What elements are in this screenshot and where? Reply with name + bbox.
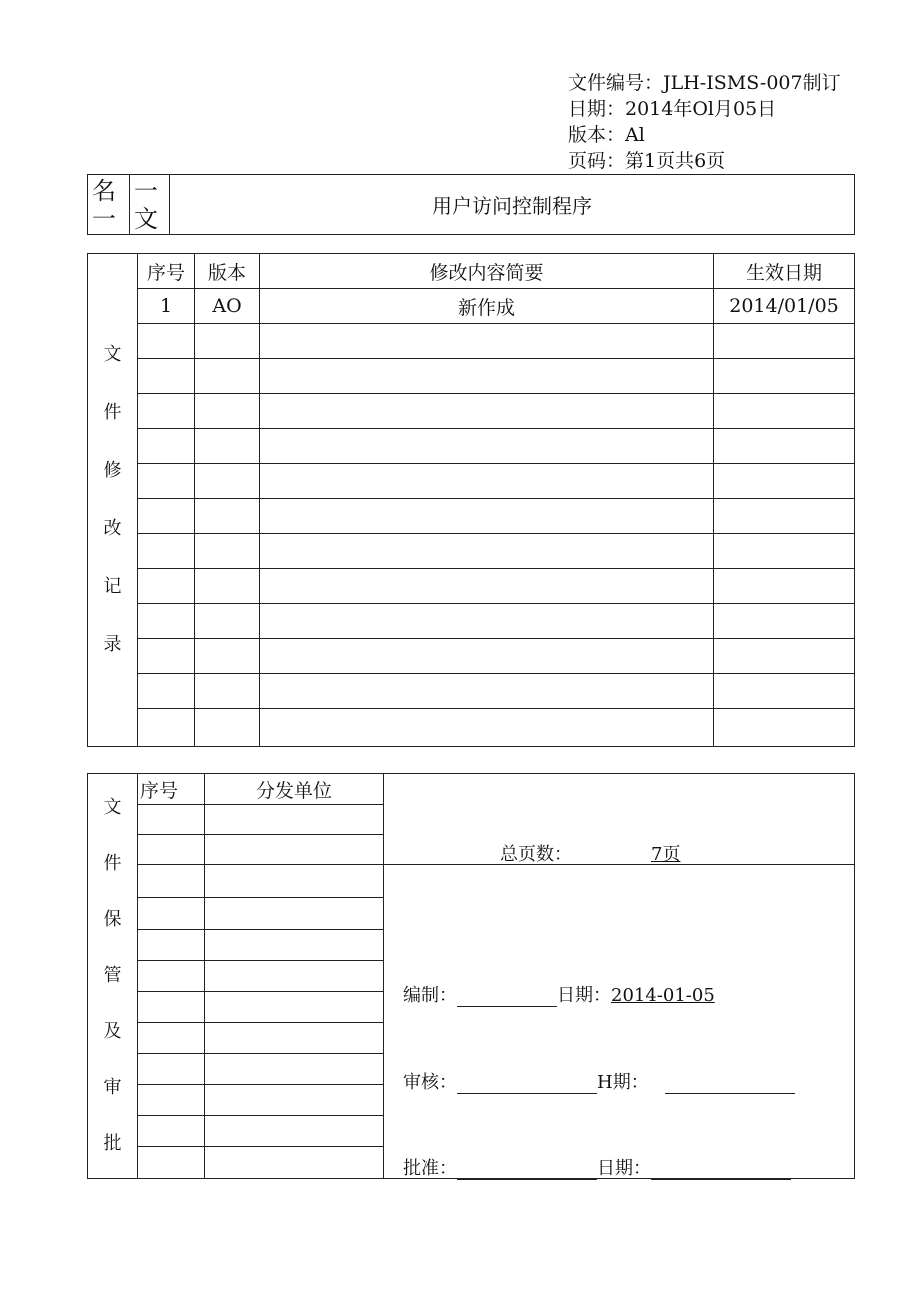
empty-cell xyxy=(205,1085,384,1116)
empty-cell xyxy=(138,674,195,709)
document-title: 用户访问控制程序 xyxy=(170,175,855,235)
empty-cell xyxy=(138,464,195,499)
total-pages-cell xyxy=(384,774,855,865)
empty-cell xyxy=(205,865,384,898)
empty-cell xyxy=(260,359,714,394)
empty-cell xyxy=(138,604,195,639)
empty-cell xyxy=(195,639,260,674)
empty-cell xyxy=(260,569,714,604)
empty-cell xyxy=(260,499,714,534)
revision-table xyxy=(87,253,855,747)
empty-cell xyxy=(138,1085,205,1116)
table-row xyxy=(88,674,855,709)
review-signature-line[interactable] xyxy=(457,1073,597,1094)
empty-cell xyxy=(195,464,260,499)
row-summary: 新作成 xyxy=(260,289,714,324)
revision-side-label xyxy=(88,254,138,747)
col-header-seq: 序号 xyxy=(138,774,205,805)
table-row xyxy=(88,289,855,324)
table-row xyxy=(88,534,855,569)
empty-cell xyxy=(138,898,205,930)
table-row xyxy=(88,569,855,604)
empty-cell xyxy=(138,1116,205,1147)
empty-cell xyxy=(714,359,855,394)
empty-cell xyxy=(138,709,195,747)
side-label-char: 录 xyxy=(103,634,122,655)
empty-cell xyxy=(138,1023,205,1054)
empty-cell xyxy=(714,324,855,359)
side-label-char: 改 xyxy=(103,518,122,539)
table-row xyxy=(88,709,855,747)
empty-cell xyxy=(195,674,260,709)
empty-cell xyxy=(714,709,855,747)
compile-row xyxy=(403,981,715,1007)
empty-cell xyxy=(195,429,260,464)
approve-label: 批准： xyxy=(403,1158,457,1179)
doc-page: 页码：第1页共6页 xyxy=(568,150,726,172)
empty-cell xyxy=(138,359,195,394)
empty-cell xyxy=(205,1054,384,1085)
side-label-char: 及 xyxy=(103,1021,122,1042)
empty-cell xyxy=(205,1023,384,1054)
empty-cell xyxy=(714,394,855,429)
empty-cell xyxy=(714,534,855,569)
empty-cell xyxy=(138,805,205,835)
review-label: 审核： xyxy=(403,1072,457,1093)
wen-label: 一 文 xyxy=(134,176,158,233)
empty-cell xyxy=(205,930,384,961)
empty-cell xyxy=(138,835,205,865)
empty-cell xyxy=(195,534,260,569)
side-label-char: 件 xyxy=(103,402,122,423)
empty-cell xyxy=(205,1147,384,1179)
col-header-version: 版本 xyxy=(195,254,260,289)
total-pages-value: 7页 xyxy=(651,844,681,865)
empty-cell xyxy=(260,429,714,464)
empty-cell xyxy=(138,534,195,569)
compile-label: 编制： xyxy=(403,985,457,1006)
name-label-cell xyxy=(88,175,130,235)
review-date-label: H期： xyxy=(597,1072,649,1093)
compile-signature-line[interactable] xyxy=(457,986,557,1007)
doc-number: 文件编号：JLH-ISMS-007制订 xyxy=(568,72,841,94)
side-label-char: 件 xyxy=(103,853,122,874)
empty-cell xyxy=(195,324,260,359)
row-seq: 1 xyxy=(138,289,195,324)
compile-date-label: 日期： xyxy=(557,985,611,1006)
empty-cell xyxy=(205,1116,384,1147)
table-row xyxy=(88,464,855,499)
empty-cell xyxy=(714,499,855,534)
approve-date-label: 日期： xyxy=(597,1158,651,1179)
col-header-seq: 序号 xyxy=(138,254,195,289)
empty-cell xyxy=(260,394,714,429)
wen-label-cell xyxy=(130,175,170,235)
approve-date-line[interactable] xyxy=(651,1159,791,1180)
doc-version: 版本：Al xyxy=(568,124,645,146)
empty-cell xyxy=(205,805,384,835)
empty-cell xyxy=(714,429,855,464)
empty-cell xyxy=(260,604,714,639)
empty-cell xyxy=(195,569,260,604)
table-row xyxy=(88,604,855,639)
table-row xyxy=(88,394,855,429)
side-label-char: 审 xyxy=(103,1077,122,1098)
distribution-side-label xyxy=(88,774,138,1179)
empty-cell xyxy=(260,674,714,709)
review-row xyxy=(403,1068,795,1094)
side-label-char: 修 xyxy=(103,460,122,481)
empty-cell xyxy=(205,898,384,930)
empty-cell xyxy=(138,865,205,898)
empty-cell xyxy=(714,604,855,639)
empty-cell xyxy=(138,1054,205,1085)
doc-date: 日期：2014年Ol月05日 xyxy=(568,98,777,120)
empty-cell xyxy=(138,1147,205,1179)
table-row xyxy=(88,324,855,359)
empty-cell xyxy=(138,992,205,1023)
empty-cell xyxy=(195,604,260,639)
distribution-table xyxy=(87,773,855,1179)
empty-cell xyxy=(205,835,384,865)
total-pages-label: 总页数： xyxy=(500,844,572,865)
approve-signature-line[interactable] xyxy=(457,1159,597,1180)
empty-cell xyxy=(195,394,260,429)
empty-cell xyxy=(138,324,195,359)
empty-cell xyxy=(138,499,195,534)
table-row xyxy=(88,865,855,898)
empty-cell xyxy=(260,324,714,359)
table-row xyxy=(88,499,855,534)
col-header-summary: 修改内容简要 xyxy=(260,254,714,289)
compile-date-value: 2014-01-05 xyxy=(611,985,715,1006)
empty-cell xyxy=(138,961,205,992)
side-label-char: 文 xyxy=(103,797,122,818)
empty-cell xyxy=(138,394,195,429)
title-table xyxy=(87,174,855,235)
side-label-char: 记 xyxy=(103,576,122,597)
empty-cell xyxy=(195,359,260,394)
empty-cell xyxy=(260,639,714,674)
side-label-char: 管 xyxy=(103,965,122,986)
empty-cell xyxy=(195,499,260,534)
name-label: 名 一 xyxy=(92,176,116,233)
empty-cell xyxy=(260,534,714,569)
empty-cell xyxy=(260,464,714,499)
empty-cell xyxy=(138,930,205,961)
empty-cell xyxy=(138,429,195,464)
table-row xyxy=(88,639,855,674)
empty-cell xyxy=(714,464,855,499)
approve-row xyxy=(403,1154,791,1180)
row-effective-date: 2014/01/05 xyxy=(714,289,855,324)
empty-cell xyxy=(138,569,195,604)
table-row xyxy=(88,359,855,394)
table-row xyxy=(88,429,855,464)
empty-cell xyxy=(714,569,855,604)
empty-cell xyxy=(714,639,855,674)
side-label-char: 批 xyxy=(103,1133,122,1154)
empty-cell xyxy=(714,674,855,709)
col-header-distribution-unit: 分发单位 xyxy=(205,774,384,805)
row-version: AO xyxy=(195,289,260,324)
side-label-char: 保 xyxy=(103,909,122,930)
review-date-line[interactable] xyxy=(665,1073,795,1094)
empty-cell xyxy=(138,639,195,674)
empty-cell xyxy=(205,992,384,1023)
approval-cell xyxy=(384,865,855,1179)
empty-cell xyxy=(205,961,384,992)
empty-cell xyxy=(195,709,260,747)
empty-cell xyxy=(260,709,714,747)
col-header-effective-date: 生效日期 xyxy=(714,254,855,289)
side-label-char: 文 xyxy=(103,344,122,365)
